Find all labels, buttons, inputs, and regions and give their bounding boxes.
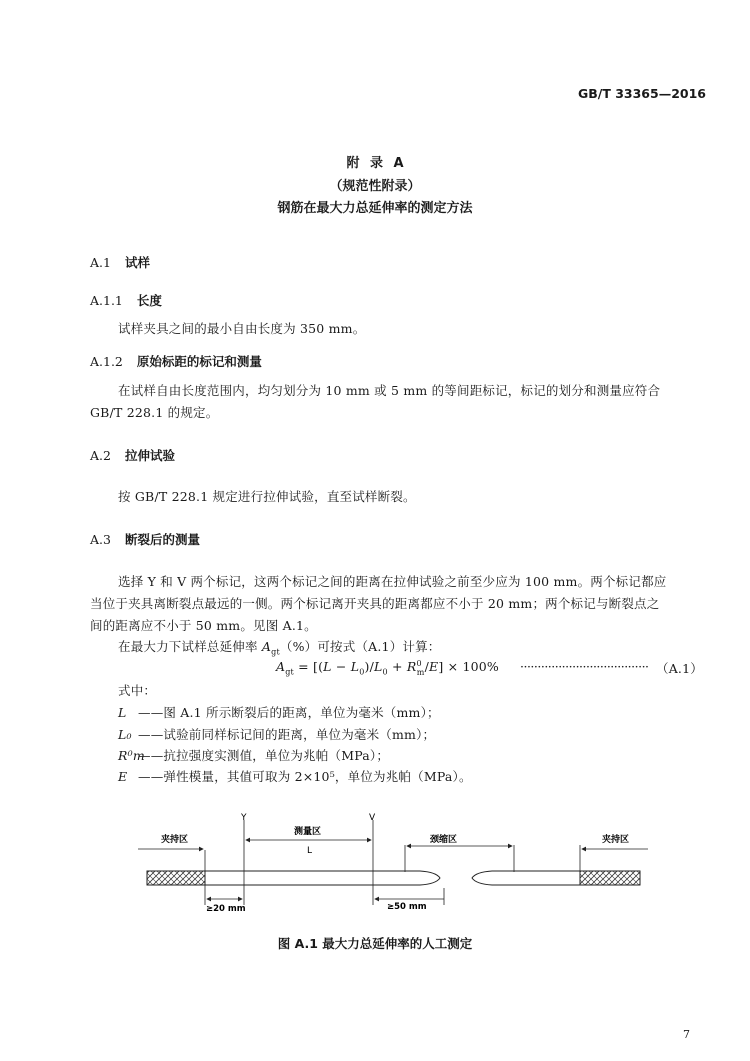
clamp-left-label: 夹持区 xyxy=(161,835,189,845)
section-number: A.2 xyxy=(90,448,111,463)
section-title: 断裂后的测量 xyxy=(124,532,200,547)
right-specimen-half xyxy=(472,871,580,885)
definition-text: ——抗拉强度实测值，单位为兆帕（MPa）； xyxy=(138,748,390,763)
dim-20-label: ≥20 mm xyxy=(206,904,246,914)
where-label: 式中： xyxy=(118,683,157,698)
figure-a1-diagram xyxy=(0,800,750,930)
section-a1-heading xyxy=(90,253,150,271)
page-number: 7 xyxy=(683,1028,690,1041)
left-clamp-hatch xyxy=(147,871,205,885)
annex-label: 附 录 A xyxy=(346,156,404,171)
necking-zone-label: 颈缩区 xyxy=(430,835,458,845)
definition-symbol: R⁰m xyxy=(118,748,145,763)
section-a12-heading xyxy=(90,352,262,370)
definition-text: ——弹性模量，其值可取为 2×10⁵，单位为兆帕（MPa）。 xyxy=(138,769,472,784)
annex-nature: （规范性附录） xyxy=(329,179,421,194)
left-specimen-half xyxy=(205,871,440,885)
paragraph-line: 在试样自由长度范围内，均匀划分为 10 mm 或 5 mm 的等间距标记，标记的划分和测量应符合 xyxy=(118,383,661,398)
figure-caption: 图 A.1 最大力总延伸率的人工测定 xyxy=(277,936,473,951)
measure-zone-label: 测量区 xyxy=(294,827,322,837)
definition-symbol: E xyxy=(118,769,128,784)
section-number: A.1.2 xyxy=(90,354,123,369)
definition-symbol: L xyxy=(118,705,127,720)
paragraph: 试样夹具之间的最小自由长度为 350 mm。 xyxy=(118,321,366,336)
standard-number: GB/T 33365—2016 xyxy=(577,86,706,101)
paragraph-line: 选择 Y 和 V 两个标记，这两个标记之间的距离在拉伸试验之前至少应为 100 mm。两个标记都应 xyxy=(118,574,667,589)
section-title: 原始标距的标记和测量 xyxy=(136,354,262,369)
definition-row xyxy=(118,767,472,785)
section-title: 拉伸试验 xyxy=(124,448,175,463)
mark-v-label: V xyxy=(369,813,376,823)
paragraph-line: 当位于夹具离断裂点最远的一侧。两个标记离开夹具的距离都应不小于 20 mm；两个标记与断裂点之 xyxy=(90,596,660,611)
section-title: 试样 xyxy=(124,255,150,270)
section-number: A.3 xyxy=(90,532,111,547)
mark-y-label: Y xyxy=(241,813,247,823)
definition-row xyxy=(118,703,440,721)
section-number: A.1 xyxy=(90,255,111,270)
formula-number: （A.1） xyxy=(656,661,703,676)
definition-row xyxy=(118,725,435,743)
text-run: 在最大力下试样总延伸率 xyxy=(118,639,258,654)
paragraph-line: 间的距离应不小于 50 mm。见图 A.1。 xyxy=(90,618,317,633)
section-a11-heading xyxy=(90,291,162,309)
section-title: 长度 xyxy=(136,293,162,308)
definition-symbol: L₀ xyxy=(118,727,132,742)
section-a3-heading xyxy=(90,530,200,548)
text-run: （%）可按式（A.1）计算： xyxy=(279,639,441,654)
paragraph: 按 GB/T 228.1 规定进行拉伸试验，直至试样断裂。 xyxy=(118,489,416,504)
dim-50-label: ≥50 mm xyxy=(387,902,427,912)
clamp-right-label: 夹持区 xyxy=(602,835,630,845)
definition-row xyxy=(118,746,389,764)
section-number: A.1.1 xyxy=(90,293,123,308)
formula-leader: ····································· xyxy=(520,659,649,674)
annex-title: 钢筋在最大力总延伸率的测定方法 xyxy=(277,201,473,216)
paragraph-line: 在最大力下试样总延伸率 $A_{gt}(\%)$可按式（A.1）计算： xyxy=(118,639,441,657)
length-l-label: L xyxy=(307,846,313,856)
section-a2-heading xyxy=(90,446,175,464)
formula: $A_{gt} = [(L - L_0)/L_0 + R^0_m/E] \times 100\%$ xyxy=(276,659,499,677)
definition-text: ——试验前同样标记间的距离，单位为毫米（mm）； xyxy=(138,727,436,742)
definition-text: ——图 A.1 所示断裂后的距离，单位为毫米（mm）； xyxy=(138,705,440,720)
right-clamp-hatch xyxy=(580,871,640,885)
paragraph-line: GB/T 228.1 的规定。 xyxy=(90,405,219,420)
